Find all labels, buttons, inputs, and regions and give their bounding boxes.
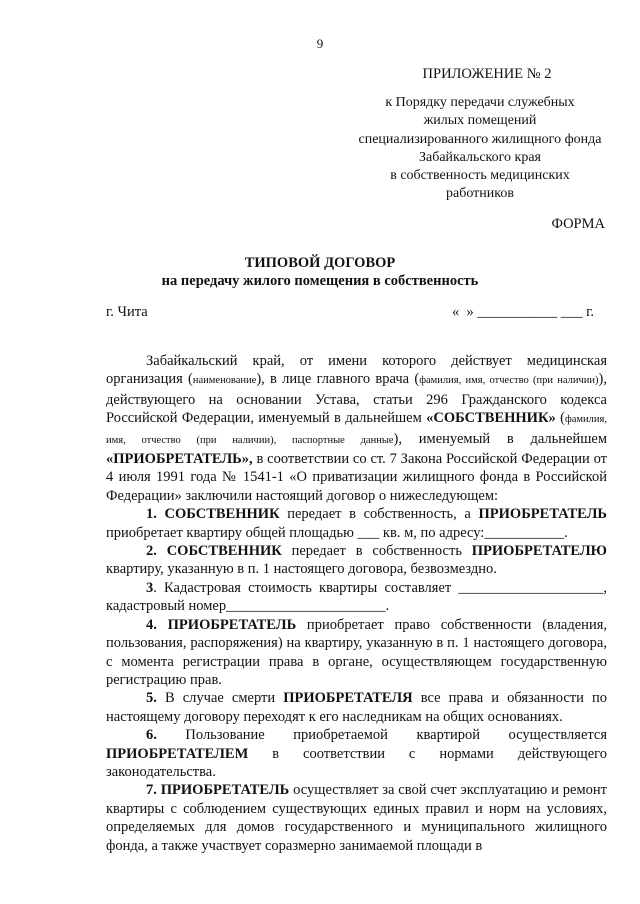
bold-term: ПРИОБРЕТАТЕЛЮ <box>471 543 608 560</box>
text: все права и обязанности по настоящему договору переходят к его наследникам на общих основаниях. <box>106 690 607 725</box>
clause-2 <box>106 542 607 579</box>
intro-paragraph <box>106 352 607 505</box>
bold-term: 7. ПРИОБРЕТАТЕЛЬ <box>146 782 290 799</box>
text: в соответствии с нормами действующего законодательства. <box>106 745 607 780</box>
bold-term: «СОБСТВЕННИК» <box>426 410 556 427</box>
document-title: ТИПОВОЙ ДОГОВОР <box>244 255 396 271</box>
annex-line: специализированного жилищного фонда <box>358 131 602 147</box>
document-subtitle: на передачу жилого помещения в собственность <box>161 273 479 289</box>
bold-term: 3 <box>146 579 154 596</box>
clause-7 <box>106 781 607 855</box>
text: квартиру, указанную в п. 1 настоящего договора, безвозмездно. <box>106 561 497 578</box>
city: г. Чита <box>106 304 148 320</box>
annex-subtitle <box>330 94 630 204</box>
small-note: фамилия, имя, отчество (при наличии), паспортные данные <box>106 414 607 446</box>
text: приобретает квартиру общей площадью ___ кв. м, по адресу:___________. <box>106 524 568 541</box>
bold-term: ПРИОБРЕТАТЕЛЕМ <box>106 745 249 762</box>
document-title-block <box>0 254 640 290</box>
clause-6 <box>106 726 607 781</box>
bold-term: 4. ПРИОБРЕТАТЕЛЬ <box>146 616 297 633</box>
clause-5 <box>106 689 607 726</box>
bold-term: 6. <box>146 727 157 744</box>
contract-body <box>106 352 607 855</box>
small-note: фамилия, имя, отчество (при наличии) <box>419 375 599 387</box>
text: приобретает право собственности (владения, пользования, распоряжения) на квартиру, указанную в п. 1 настоящего договора, с момента регистрации права в органе, осуществляющем государственную регистрацию прав. <box>106 616 607 688</box>
bold-term: 5. <box>146 690 157 707</box>
annex-line: в собственность медицинских <box>390 168 570 184</box>
text: ( <box>555 410 565 427</box>
bold-term: «ПРИОБРЕТАТЕЛЬ», <box>106 451 253 468</box>
text: В случае смерти <box>156 690 284 707</box>
text: . Кадастровая стоимость квартиры составляет ____________________, кадастровый номер______________________. <box>106 579 607 615</box>
text: передает в собственность <box>281 543 472 560</box>
annex-line: жилых помещений <box>423 113 537 129</box>
clause-4 <box>106 616 607 690</box>
bold-term: ПРИОБРЕТАТЕЛЯ <box>283 690 413 707</box>
text: в соответствии со ст. 7 Закона Российской Федерации от 4 июля 1991 года № 1541-1 «О приватизации жилищного фонда в Российской Федерации» заключили настоящий договор о нижеследующем: <box>106 451 607 504</box>
annex-line: к Порядку передачи служебных <box>385 95 575 110</box>
text: передает в собственность, а <box>279 506 479 523</box>
annex-line: работников <box>446 186 514 202</box>
clause-1 <box>106 505 607 542</box>
annex-line: Забайкальского края <box>418 149 541 165</box>
text: ), действующего на основании Устава, статьи 296 Гражданского кодекса Российской Федерации, именуемый в дальнейшем <box>106 371 608 427</box>
bold-term: 1. СОБСТВЕННИК <box>146 506 280 523</box>
clause-3 <box>106 579 607 616</box>
text: осуществляет за свой счет эксплуатацию и ремонт квартиры с соблюдением существующих единых правил и норм на условиях, определяемых для домов государственного и муниципального жилищного фонда, а также участвует соразмерно занимаемой площади в <box>106 782 608 854</box>
text: Забайкальский край, от имени которого действует медицинская организация ( <box>106 353 607 388</box>
text: Пользование приобретаемой квартирой осуществляется <box>156 727 607 744</box>
text: ), в лице главного врача ( <box>256 371 420 388</box>
annex-title: ПРИЛОЖЕНИЕ № 2 <box>422 66 552 82</box>
text: ), именуемый в дальнейшем <box>393 430 607 447</box>
date-line: « » ___________ ___ г. <box>452 304 595 320</box>
bold-term: 2. СОБСТВЕННИК <box>146 543 282 560</box>
page-number: 9 <box>316 36 324 51</box>
bold-term: ПРИОБРЕТАТЕЛЬ <box>478 506 608 523</box>
form-label: ФОРМА <box>551 216 605 232</box>
small-note: наименование <box>192 375 257 387</box>
